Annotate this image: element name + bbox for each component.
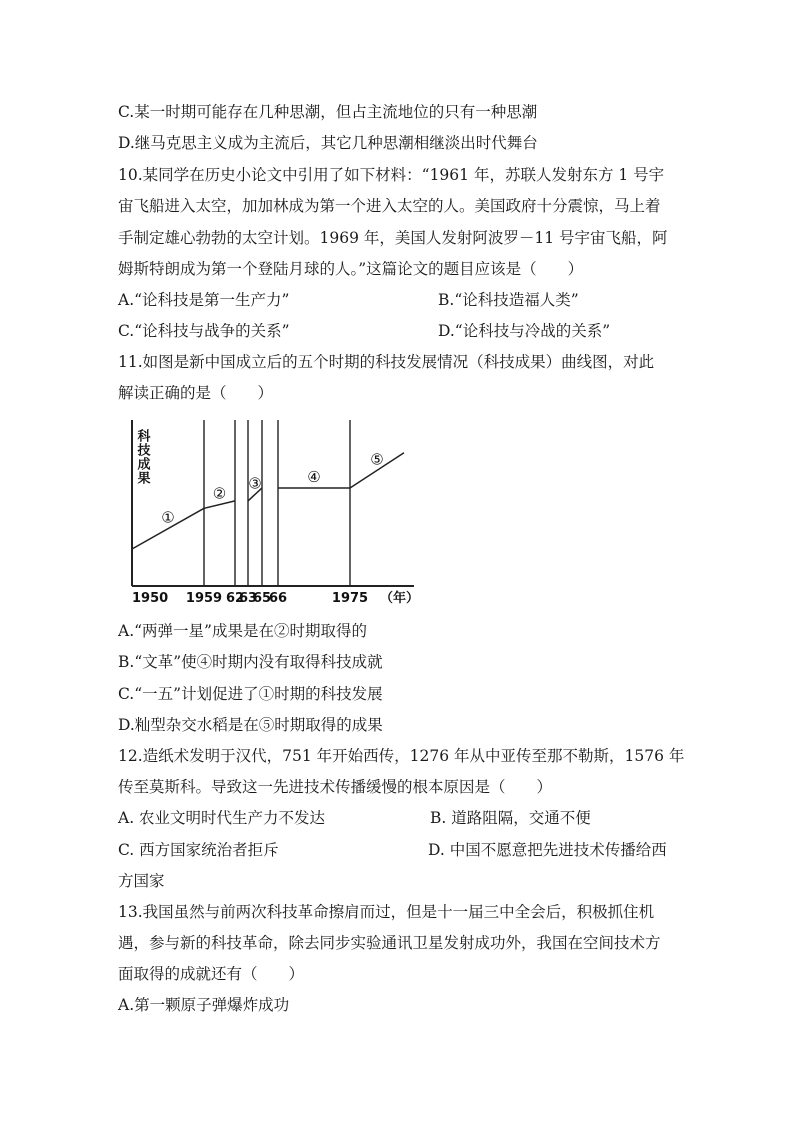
x-tick-labels	[132, 591, 368, 606]
tech-achievement-chart	[118, 415, 428, 610]
q10-stem-line-2: 宙飞船进入太空，加加林成为第一个进入太空的人。美国政府十分震惊，马上着	[118, 197, 661, 215]
q10-option-d[interactable]: D.“论科技与冷战的关系”	[438, 322, 611, 340]
x-tick-label: 65	[252, 591, 272, 606]
q10-option-b[interactable]: B.“论科技造福人类”	[438, 291, 579, 309]
q13-option-a[interactable]: A.第一颗原子弹爆炸成功	[118, 996, 290, 1014]
q12-stem-line-2: 传至莫斯科。导致这一先进技术传播缓慢的根本原因是（ ）	[118, 778, 553, 796]
period-label-5: ⑤	[370, 450, 384, 469]
y-axis-label: 科技成果	[134, 429, 150, 485]
q13-stem-line-2: 遇，参与新的科技革命，除去同步实验通讯卫星发射成功外，我国在空间技术方	[118, 934, 661, 952]
q11-option-d[interactable]: D.籼型杂交水稻是在⑤时期取得的成果	[118, 716, 383, 734]
q11-option-c[interactable]: C.“一五”计划促进了①时期的科技发展	[118, 685, 383, 703]
q13-stem-line-3: 面取得的成就还有（ ）	[118, 965, 305, 983]
q11-stem-line-1: 11.如图是新中国成立后的五个时期的科技发展情况（科技成果）曲线图，对此	[118, 353, 655, 371]
q11-stem-line-2: 解读正确的是（ ）	[118, 384, 274, 402]
q9-option-d[interactable]: D.继马克思主义成为主流后，其它几种思潮相继淡出时代舞台	[118, 134, 538, 152]
x-tick-label: 1950	[132, 591, 169, 606]
q13-stem-line-1: 13.我国虽然与前两次科技革命擦肩而过，但是十一届三中全会后，积极抓住机	[118, 903, 655, 921]
x-tick-label: 62	[225, 591, 245, 606]
period-label-4: ④	[307, 467, 321, 486]
x-tick-label: 63	[238, 591, 258, 606]
period-label-2: ②	[212, 484, 227, 503]
x-tick-label: 1959	[185, 591, 223, 606]
q10-stem-line-3: 手制定雄心勃勃的太空计划。1969 年，美国人发射阿波罗－11 号宇宙飞船，阿	[118, 229, 668, 247]
q11-option-a[interactable]: A.“两弹一星”成果是在②时期取得的	[118, 622, 367, 640]
q10-option-c[interactable]: C.“论科技与战争的关系”	[118, 322, 290, 340]
q12-option-c[interactable]: C. 西方国家统治者拒斥	[118, 841, 279, 859]
period-label-3: ③	[248, 474, 262, 493]
q10-option-a[interactable]: A.“论科技是第一生产力”	[118, 291, 290, 309]
x-tick-label: 66	[268, 591, 288, 606]
q10-stem-line-1: 10.某同学在历史小论文中引用了如下材料：“1961 年，苏联人发射东方 1 号宇	[118, 166, 665, 184]
q12-option-d[interactable]: D. 中国不愿意把先进技术传播给西	[428, 841, 667, 859]
q10-stem-line-4: 姆斯特朗成为第一个登陆月球的人。”这篇论文的题目应该是（ ）	[118, 260, 584, 278]
chart-curve	[132, 453, 404, 549]
q12-option-d-continued[interactable]: 方国家	[118, 872, 165, 890]
period-label-1: ①	[161, 508, 175, 527]
q11-option-b[interactable]: B.“文革”使④时期内没有取得科技成就	[118, 653, 383, 671]
q12-option-b[interactable]: B. 道路阻隔，交通不便	[430, 809, 591, 827]
q12-stem-line-1: 12.造纸术发明于汉代，751 年开始西传，1276 年从中亚传至那不勒斯，1576 年	[118, 747, 685, 765]
q12-option-a[interactable]: A. 农业文明时代生产力不发达	[118, 809, 326, 827]
q9-option-c[interactable]: C.某一时期可能存在几种思潮，但占主流地位的只有一种思潮	[118, 103, 538, 121]
x-axis-label: （年）	[380, 591, 420, 606]
x-tick-label: 1975	[331, 591, 369, 606]
chart-axes	[132, 420, 414, 586]
